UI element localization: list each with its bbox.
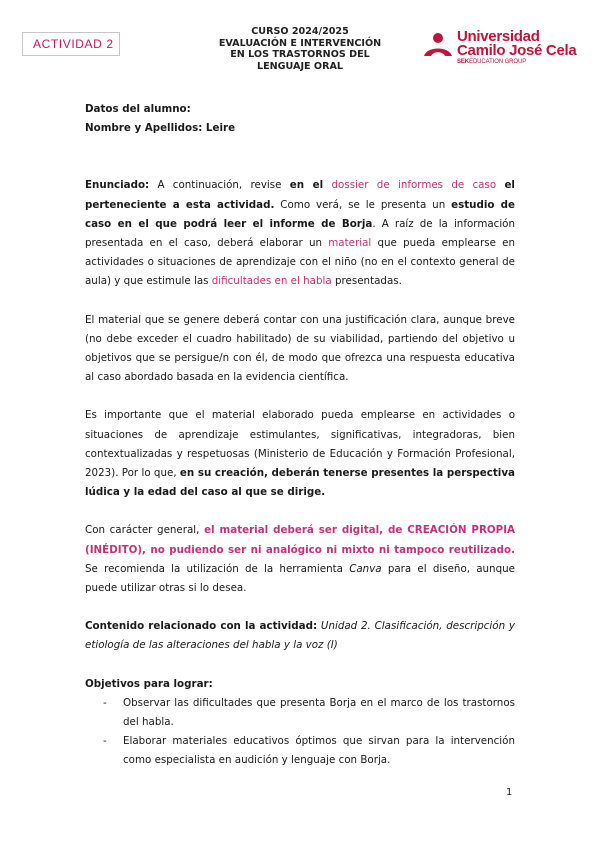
student-data-heading: Datos del alumno:: [85, 103, 191, 115]
university-logo-text: [457, 30, 576, 66]
statement-text: que pueda emplearse en actividades o situaciones de aprendizaje con el niño (no en el contexto general de aula) y que estimule las: [85, 237, 515, 288]
statement-label: Enunciado:: [85, 179, 150, 192]
course-line: CURSO 2024/2025: [251, 26, 349, 37]
logo-line-2: Camilo José Cela: [457, 42, 577, 59]
material-highlight: material: [328, 237, 372, 250]
university-logo: [423, 28, 577, 70]
speech-difficulties-highlight: dificultades en el habla: [211, 275, 332, 288]
course-title: [190, 26, 410, 72]
general-paragraph: [85, 521, 515, 598]
logo-group: EDUCATION GROUP: [469, 59, 527, 65]
logo-line-3: [457, 58, 576, 66]
goals-list: [85, 694, 515, 771]
goals-heading: Objetivos para lograr:: [85, 677, 213, 690]
course-line: EVALUACIÓN E INTERVENCIÓN: [218, 37, 382, 49]
logo-sek: SEK: [457, 59, 470, 65]
logo-line-1: Universidad: [457, 28, 540, 45]
statement-bold: en el: [289, 179, 324, 192]
dossier-highlight: dossier de informes de caso: [331, 179, 497, 192]
course-line: EN LOS TRASTORNOS DEL: [230, 49, 370, 60]
related-content-paragraph: [85, 617, 515, 655]
goal-text: Elaborar materiales educativos óptimos que sirvan para la intervención como especialista en audición y lenguaje con Borja.: [123, 735, 515, 767]
statement-bold: el perteneciente a esta actividad.: [85, 179, 515, 211]
importance-bold: en su creación, deberán tenerse presentes la perspectiva lúdica y la edad del caso al que se dirige.: [85, 467, 515, 499]
statement-text: Como verá, se le presenta un: [274, 198, 452, 211]
statement-text: presentadas.: [331, 275, 402, 288]
related-content-label: Contenido relacionado con la actividad:: [85, 620, 318, 633]
bullet-dash: -: [103, 735, 107, 748]
activity-badge: ACTIVIDAD 2: [22, 32, 120, 56]
student-name-line: Nombre y Apellidos: Leire: [85, 122, 236, 135]
page-number: 1: [506, 787, 513, 798]
statement-text: [323, 179, 331, 191]
related-content-value: Unidad 2. Clasificación, descripción y etiología de las alteraciones del habla y la voz (I): [85, 620, 515, 652]
list-item: [85, 694, 515, 732]
statement-bold: estudio de caso en el que podrá leer el informe de Borja: [85, 198, 516, 230]
statement-paragraph: [85, 176, 515, 291]
digital-material-highlight: el material deberá ser digital, de CREACIÓN PROPIA (INÉDITO), no pudiendo ser ni analógico ni mixto ni tampoco reutilizado.: [85, 524, 515, 556]
bullet-dash: -: [103, 696, 107, 709]
statement-text: A continuación, revise: [149, 179, 290, 192]
importance-text: Es importante que el material elaborado pueda emplearse en actividades o situaciones de aprendizaje estimulantes, significativas, integradoras, bien contextualizadas y respetuosas (Ministerio de Educación y Formación Profesional, 2023). Por lo que,: [85, 409, 515, 480]
list-item: [85, 732, 515, 770]
general-text: para el diseño, aunque puede utilizar otras si lo desea.: [85, 562, 515, 595]
general-text: Con carácter general,: [85, 524, 205, 537]
goal-text: Observar las dificultades que presenta Borja en el marco de los trastornos del habla.: [123, 696, 515, 729]
canva-tool: Canva: [349, 562, 382, 575]
course-line: LENGUAJE ORAL: [256, 60, 344, 72]
importance-paragraph: [85, 406, 515, 502]
general-text: Se recomienda la utilización de la herramienta: [85, 562, 350, 575]
university-logo-icon: [423, 32, 453, 58]
statement-text: . A raíz de la información presentada en el caso, deberá elaborar un: [85, 217, 516, 250]
justification-paragraph: El material que se genere deberá contar con una justificación clara, aunque breve (no debe exceder el cuadro habilitado) de su viabilidad, partiendo del objetivo u objetivos que se persigue/n con él, de modo que ofrezca una respuesta educativa al caso abordado basada en la evidencia científica.: [85, 313, 515, 384]
document-body: [85, 100, 515, 771]
